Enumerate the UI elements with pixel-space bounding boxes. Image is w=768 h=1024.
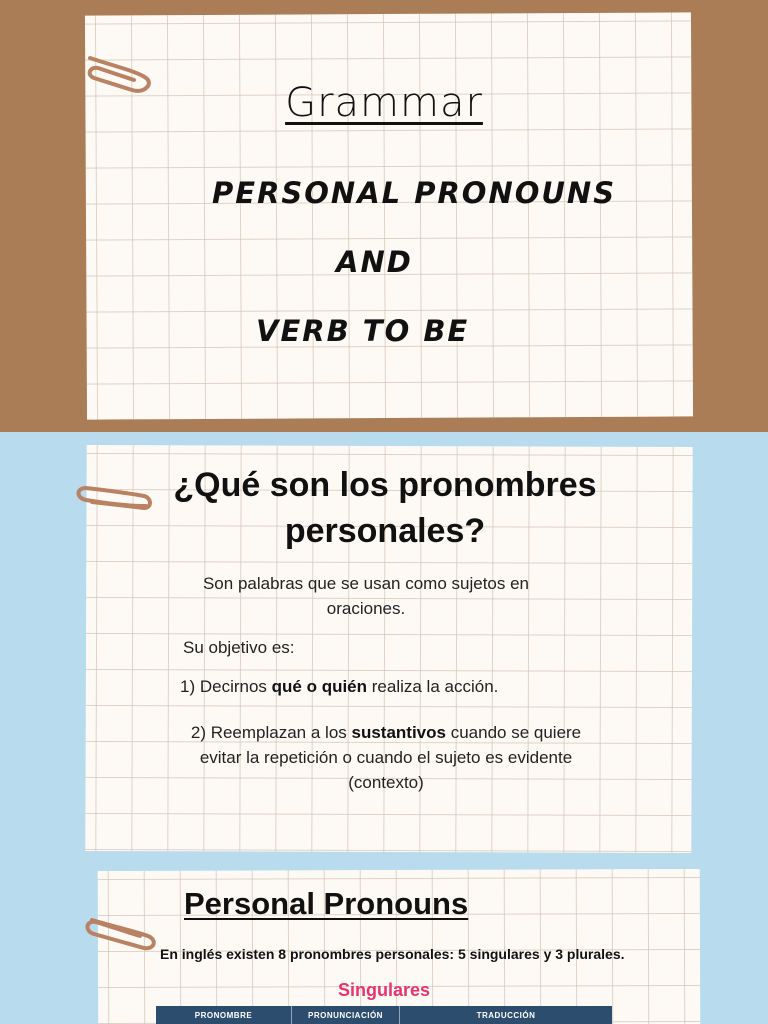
section-subtitle: En inglés existen 8 pronombres personales: 5 singulares y 3 plurales. — [160, 946, 625, 962]
singulares-heading: Singulares — [337, 980, 431, 1000]
section-title: Personal Pronouns — [184, 886, 469, 921]
objective-label: Su objetivo es: — [183, 638, 295, 657]
column-header: TRADUCCIÓN — [476, 1011, 536, 1020]
heading-and: AND — [336, 245, 413, 279]
grid-paper — [85, 12, 693, 419]
definition-text: Son palabras que se usan como sujetos en oraciones. — [202, 574, 530, 618]
heading-verb-to-be: VERB TO BE — [256, 314, 470, 348]
objective-item-2: 2) Reemplazan a los sustantivos cuando se quiere evitar la repetición o cuando el sujeto es evidente (contexto) — [190, 723, 582, 792]
slide-title — [0, 0, 768, 432]
question-title: ¿Qué son los pronombres personales? — [173, 466, 597, 550]
grammar-title: Grammar — [285, 80, 483, 126]
heading-personal-pronouns: PERSONAL PRONOUNS — [212, 176, 617, 210]
table-header — [156, 1006, 612, 1024]
column-header: PRONUNCIACIÓN — [292, 1006, 400, 1024]
column-header: PRONOMBRE — [156, 1006, 292, 1024]
objective-item-1: 1) Decirnos qué o quién realiza la acción. — [180, 677, 499, 696]
paperclip-icon — [82, 906, 162, 952]
